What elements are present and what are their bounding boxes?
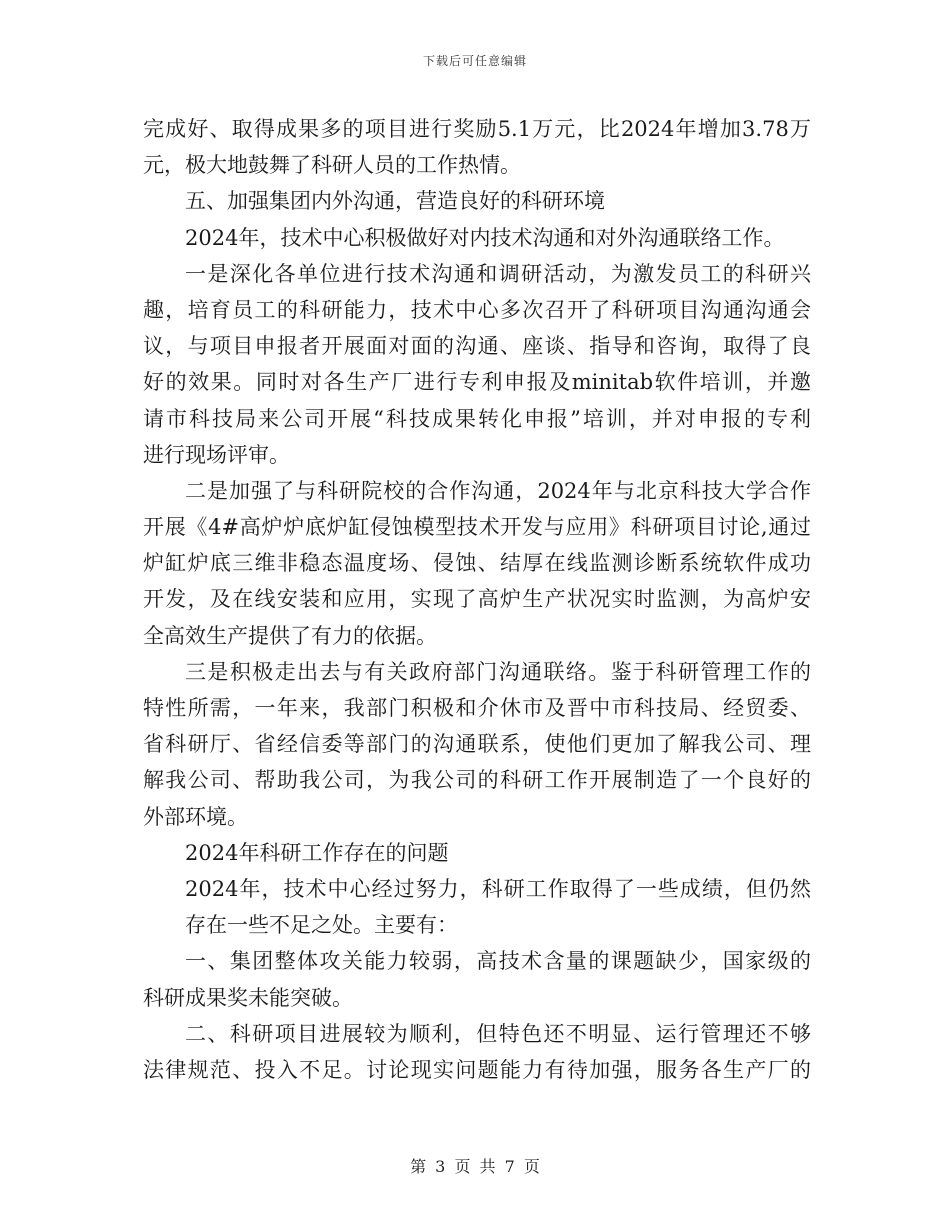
text-line: 议，与项目申报者开展面对面的沟通、座谈、指导和咨询，取得了良 [143,334,811,359]
text-line: 完成好、取得成果多的项目进行奖励5.1万元，比2024年增加3.78万 [143,117,811,141]
text-line: 2024年，技术中心积极做好对内技术沟通和对外沟通联络工作。 [185,225,785,250]
document-body [143,111,811,1088]
text-line: 元，极大地鼓舞了科研人员的工作热情。 [143,153,521,178]
text-line: 二、科研项目进展较为顺利，但特色还不明显、运行管理还不够 [185,1021,811,1046]
text-line: 好的效果。同时对各生产厂进行专利申报及minitab软件培训，并邀 [143,370,811,395]
text-line: 特性所需，一年来，我部门积极和介休市及晋中市科技局、经贸委、 [143,696,811,720]
text-line: 三是积极走出去与有关政府部门沟通联络。鉴于科研管理工作的 [185,659,811,684]
text-line: 一、集团整体攻关能力较弱，高技术含量的课题缺少，国家级的 [185,949,811,974]
text-line: 全高效生产提供了有力的依据。 [143,623,437,648]
text-line: 开展《4#高炉炉底炉缸侵蚀模型技术开发与应用》科研项目讨论,通过 [143,515,811,540]
text-line: 一是深化各单位进行技术沟通和调研活动，为激发员工的科研兴 [185,261,811,286]
text-line: 省科研厅、省经信委等部门的沟通联系，使他们更加了解我公司、理 [143,732,811,757]
text-line: 趣，培育员工的科研能力，技术中心多次召开了科研项目沟通沟通会 [143,297,811,322]
text-line: 存在一些不足之处。主要有： [185,913,458,938]
text-line: 炉缸炉底三维非稳态温度场、侵蚀、结厚在线监测诊断系统软件成功 [143,551,811,576]
text-line: 2024年，技术中心经过努力，科研工作取得了一些成绩，但仍然 [185,876,811,901]
text-line: 解我公司、帮助我公司，为我公司的科研工作开展制造了一个良好的 [143,768,811,793]
text-line: 请市科技局来公司开展“科技成果转化申报”培训，并对申报的专利 [143,406,811,431]
section-heading: 2024年科研工作存在的问题 [185,840,449,865]
text-line: 外部环境。 [143,804,248,829]
text-line: 二是加强了与科研院校的合作沟通，2024年与北京科技大学合作 [185,478,811,503]
page-header: 下载后可任意编辑 [422,54,527,68]
section-heading: 五、加强集团内外沟通，营造良好的科研环境 [185,189,605,214]
text-line: 法律规范、投入不足。讨论现实问题能力有待加强，服务各生产厂的 [143,1057,811,1082]
text-line: 科研成果奖未能突破。 [143,985,353,1010]
text-line: 开发，及在线安装和应用，实现了高炉生产状况实时监测，为高炉安 [143,587,811,612]
text-line: 进行现场评审。 [143,442,290,467]
page-footer: 第 3 页 共 7 页 [410,1157,540,1176]
